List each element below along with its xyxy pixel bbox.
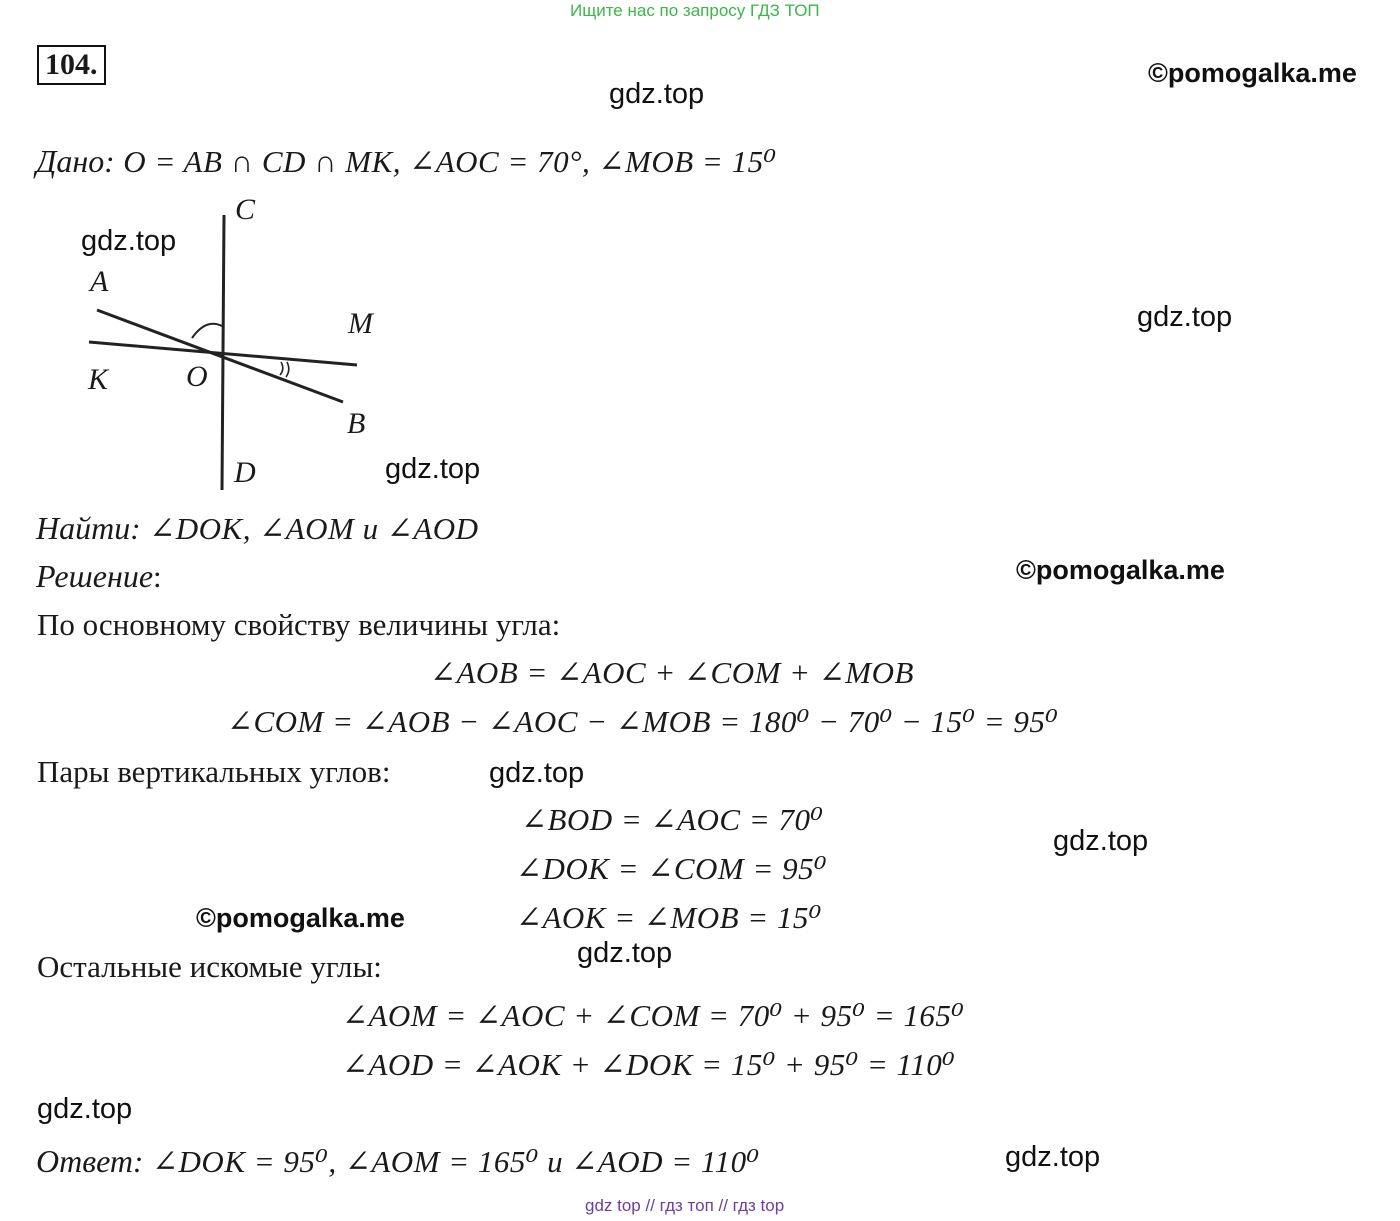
watermark-gdz-1: gdz.top [609, 78, 705, 110]
find-text: : ∠DOK, ∠AOM и ∠AOD [130, 511, 479, 546]
result-aod: ∠AOD = ∠AOK + ∠DOK = 15⁰ + 95⁰ = 110⁰ [342, 1047, 956, 1082]
label-k: K [88, 363, 109, 396]
problem-number: 104. [37, 45, 106, 85]
footer-links[interactable]: gdz top // гдз топ // гдз top [585, 1196, 785, 1215]
label-o: O [186, 360, 208, 393]
given-text: : O = AB ∩ CD ∩ MK, ∠AOC = 70°, ∠MOB = 15⁰ [104, 144, 777, 179]
equation-aob: ∠AOB = ∠AOC + ∠COM + ∠MOB [430, 655, 914, 690]
label-a: A [90, 265, 109, 298]
vertical-intro: Пары вертикальных углов: [37, 754, 391, 789]
vertical-aok: ∠AOK = ∠MOB = 15⁰ [516, 900, 822, 935]
vertical-bod: ∠BOD = ∠AOC = 70⁰ [521, 802, 824, 837]
label-d: D [234, 456, 256, 489]
watermark-gdz-4: gdz.top [385, 453, 481, 485]
result-aom: ∠AOM = ∠AOC + ∠COM = 70⁰ + 95⁰ = 165⁰ [342, 998, 965, 1033]
find-line [36, 510, 479, 547]
watermark-gdz-7: gdz.top [577, 937, 673, 969]
rest-intro: Остальные искомые углы: [37, 949, 382, 984]
arc-mob-1 [280, 362, 283, 375]
arc-aoc [192, 324, 222, 338]
vertical-dok: ∠DOK = ∠COM = 95⁰ [516, 851, 828, 886]
solution-heading [36, 558, 162, 595]
answer-label: Ответ [36, 1143, 133, 1179]
find-label: Найти [36, 510, 131, 546]
watermark-gdz-3: gdz.top [1137, 301, 1233, 333]
solution-intro: По основному свойству величины угла: [37, 607, 561, 642]
watermark-gdz-9: gdz.top [1005, 1141, 1101, 1173]
equation-com: ∠COM = ∠AOB − ∠AOC − ∠MOB = 180⁰ − 70⁰ − 15⁰ = 95⁰ [227, 704, 1059, 739]
label-m: M [348, 307, 373, 340]
watermark-pomogalka-1: ©pomogalka.me [1148, 58, 1357, 88]
solution-label: Решение [36, 558, 154, 594]
given-label: Дано [36, 143, 105, 179]
watermark-gdz-6: gdz.top [1053, 825, 1149, 857]
answer-line [36, 1143, 760, 1180]
watermark-pomogalka-2: ©pomogalka.me [1016, 555, 1225, 585]
answer-text: : ∠DOK = 95⁰, ∠AOM = 165⁰ и ∠AOD = 110⁰ [133, 1144, 760, 1179]
watermark-gdz-8: gdz.top [37, 1093, 133, 1125]
watermark-gdz-5: gdz.top [489, 757, 585, 789]
top-banner: Ищите нас по запросу ГДЗ ТОП [570, 1, 820, 20]
label-b: B [347, 407, 366, 440]
label-c: C [235, 193, 256, 226]
line-ab [97, 310, 343, 402]
solution-colon: : [153, 559, 162, 594]
watermark-pomogalka-3: ©pomogalka.me [196, 903, 405, 933]
watermark-gdz-2: gdz.top [81, 225, 177, 257]
arc-mob-2 [286, 362, 289, 377]
